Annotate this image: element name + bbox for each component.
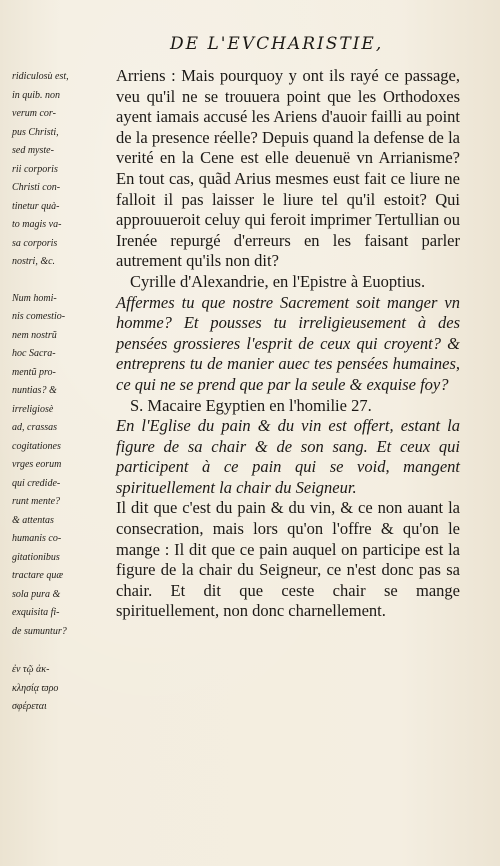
- margin-note-line: mentũ pro-: [12, 366, 56, 378]
- margin-note-line: Num homi-: [12, 292, 57, 304]
- quotation-paragraph: Affermes tu que nostre Sacrement soit manger vn homme? Et pousses tu irreligieusement à des pensées grossieres l'esprit de ceux qui croyent? & entreprens tu de manier auec tes pensées humaines, ce qui ne se prend que par la seule & exquise foy?: [116, 292, 460, 394]
- margin-note-line: nis comestio-: [12, 311, 66, 322]
- margin-note-line: irreligiosè: [12, 403, 54, 415]
- margin-note-line: hoc Sacra-: [12, 348, 56, 359]
- margin-note-line: [12, 641, 114, 661]
- margin-note-line: gitationibus: [12, 551, 60, 563]
- margin-note-line: σφέρεται: [12, 701, 47, 712]
- margin-note-line: sola pura &: [12, 588, 61, 600]
- margin-note-line: [12, 272, 114, 290]
- margin-note-line: de sumuntur?: [12, 625, 67, 637]
- main-text-column: [116, 66, 460, 622]
- margin-note-line: verum cor-: [12, 108, 56, 119]
- margin-note-line: qui credide-: [12, 477, 61, 489]
- margin-note-line: tractare quæ: [12, 570, 64, 581]
- margin-note-line: rii corporis: [12, 163, 58, 175]
- margin-note-line: nem nostrũ: [12, 329, 57, 341]
- margin-note-line: ad, crassas: [12, 422, 58, 433]
- margin-note-line: nuntias? &: [12, 385, 57, 396]
- margin-note-line: sed myste-: [12, 145, 54, 156]
- margin-note-line: in quib. non: [12, 89, 61, 101]
- citation-paragraph: S. Macaire Egyptien en l'homilie 27.: [130, 395, 372, 415]
- margin-note-line: κλησίᾳ ϖρο: [12, 682, 59, 694]
- margin-note-line: pus Christi,: [12, 126, 59, 138]
- margin-note-line: & attentas: [12, 514, 54, 526]
- body-paragraph: Il dit que c'est du pain & du vin, & ce non auant la consecration, mais lors qu'on l'offre & qu'on le mange : Il dit que ce pain auquel on participe est la figure de la chair du Seigneur, ce n'est donc pas sa chair. Et dit que ceste chair se mange spirituellement, non donc charnellement.: [116, 498, 460, 621]
- quotation-paragraph: En l'Eglise du pain & du vin est offert, estant la figure de sa chair & de son sang. Et ceux qui participent à ce pain qui se void, mangent spirituellement la chair du Seigneur.: [116, 416, 460, 497]
- margin-note-line: humanis co-: [12, 533, 62, 544]
- margin-note-line: vrges eorum: [12, 459, 62, 470]
- citation-paragraph: Cyrille d'Alexandrie, en l'Epistre à Euoptius.: [130, 271, 426, 291]
- margin-note-line: ridiculosù est,: [12, 71, 69, 82]
- margin-note-line: nostri, &c.: [12, 256, 56, 267]
- margin-note-line: ἐν τῷ ἀκ-: [12, 664, 50, 675]
- margin-note-line: Christi con-: [12, 182, 61, 193]
- running-header: DE L'EVCHARISTIE,: [170, 34, 384, 54]
- margin-note-line: runt mente?: [12, 496, 61, 507]
- margin-note-line: sa corporis: [12, 237, 58, 249]
- margin-note-line: cogitationes: [12, 440, 61, 452]
- margin-note-line: tinetur quà-: [12, 200, 60, 212]
- margin-note-line: exquisita fi-: [12, 607, 60, 618]
- margin-note-line: to magis va-: [12, 219, 62, 230]
- marginal-notes: [12, 68, 114, 717]
- body-paragraph: Arriens : Mais pourquoy y ont ils rayé ce passage, veu qu'il ne se trouuera point que les Orthodoxes ayent iamais accusé les Ariens d'auoir failli au point de la presence réelle? Depuis quand la defense de la verité en la Cene est elle deuenuë vn Arrianisme? En tout cas, quãd Arius mesmes eust fait ce liure ne falloit il pas laisser le liure tel qu'il estoit? Qui approuueroit celuy qui feroit imprimer Tertullian ou Irenée repurgé d'erreurs en les faisant parler autrement qu'ils non dit?: [116, 66, 460, 271]
